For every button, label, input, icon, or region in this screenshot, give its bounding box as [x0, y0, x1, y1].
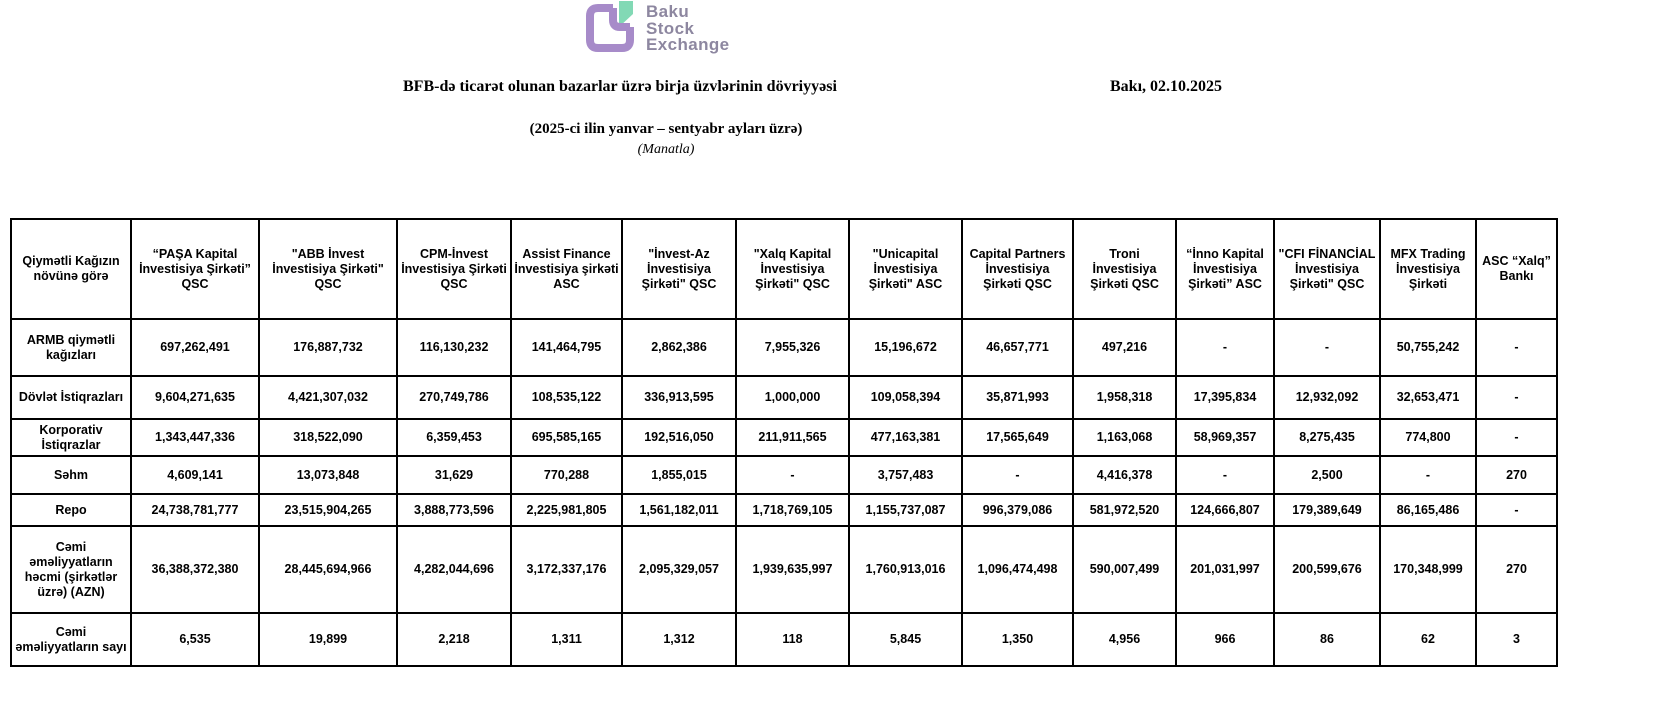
- data-cell: 270,749,786: [397, 376, 511, 419]
- data-cell: 116,130,232: [397, 319, 511, 376]
- data-cell: 141,464,795: [511, 319, 622, 376]
- data-cell: 109,058,394: [849, 376, 962, 419]
- turnover-table: [10, 218, 1558, 667]
- data-cell: 3,757,483: [849, 456, 962, 494]
- document-date: Bakı, 02.10.2025: [1110, 78, 1223, 95]
- row-label: Cəmi əməliyyatların sayı: [11, 613, 131, 666]
- row-label: Korporativ İstiqrazlar: [11, 419, 131, 456]
- document-subtitle: (2025-ci ilin yanvar – sentyabr ayları üzrə): [529, 121, 803, 137]
- bse-logo-text: [646, 0, 730, 56]
- data-cell: 28,445,694,966: [259, 526, 397, 613]
- data-cell: 3,172,337,176: [511, 526, 622, 613]
- data-cell: 270: [1476, 456, 1557, 494]
- column-header-cell: “PAŞA Kapital İnvestisiya Şirkəti” QSC: [131, 219, 259, 319]
- page-title: BFB-də ticarət olunan bazarlar üzrə birja üzvlərinin dövriyyəsi: [403, 78, 837, 95]
- table-row: [11, 456, 1557, 494]
- column-header-cell: "İnvest-Az İnvestisiya Şirkəti" QSC: [622, 219, 736, 319]
- data-cell: 1,958,318: [1073, 376, 1176, 419]
- data-cell: 2,225,981,805: [511, 494, 622, 526]
- data-cell: 9,604,271,635: [131, 376, 259, 419]
- data-cell: 1,939,635,997: [736, 526, 849, 613]
- data-cell: 36,388,372,380: [131, 526, 259, 613]
- column-header-cell: "Xalq Kapital İnvestisiya Şirkəti" QSC: [736, 219, 849, 319]
- data-cell: 50,755,242: [1380, 319, 1476, 376]
- data-cell: 4,421,307,032: [259, 376, 397, 419]
- data-cell: 774,800: [1380, 419, 1476, 456]
- table-row: [11, 494, 1557, 526]
- data-cell: 2,095,329,057: [622, 526, 736, 613]
- data-cell: 2,500: [1274, 456, 1380, 494]
- data-cell: 23,515,904,265: [259, 494, 397, 526]
- data-cell: 3: [1476, 613, 1557, 666]
- table-row: [11, 376, 1557, 419]
- data-cell: 201,031,997: [1176, 526, 1274, 613]
- data-cell: 192,516,050: [622, 419, 736, 456]
- data-cell: 477,163,381: [849, 419, 962, 456]
- data-cell: 19,899: [259, 613, 397, 666]
- data-cell: 200,599,676: [1274, 526, 1380, 613]
- data-cell: 31,629: [397, 456, 511, 494]
- data-cell: 336,913,595: [622, 376, 736, 419]
- data-cell: 697,262,491: [131, 319, 259, 376]
- data-cell: 17,565,649: [962, 419, 1073, 456]
- data-cell: 4,956: [1073, 613, 1176, 666]
- data-cell: 15,196,672: [849, 319, 962, 376]
- data-cell: 966: [1176, 613, 1274, 666]
- data-cell: 1,855,015: [622, 456, 736, 494]
- data-cell: 1,561,182,011: [622, 494, 736, 526]
- column-header-cell: Troni İnvestisiya Şirkəti QSC: [1073, 219, 1176, 319]
- data-cell: 86,165,486: [1380, 494, 1476, 526]
- logo-line-1: Baku: [646, 2, 690, 21]
- data-cell: 270: [1476, 526, 1557, 613]
- data-cell: 12,932,092: [1274, 376, 1380, 419]
- data-cell: 35,871,993: [962, 376, 1073, 419]
- table-body: [11, 319, 1557, 666]
- data-cell: 4,282,044,696: [397, 526, 511, 613]
- column-header-cell: Capital Partners İnvestisiya Şirkəti QSC: [962, 219, 1073, 319]
- data-cell: 5,845: [849, 613, 962, 666]
- data-cell: 6,359,453: [397, 419, 511, 456]
- column-header-cell: ASC “Xalq” Bankı: [1476, 219, 1557, 319]
- data-cell: 1,163,068: [1073, 419, 1176, 456]
- row-label: Cəmi əməliyyatların həcmi (şirkətlər üzrə) (AZN): [11, 526, 131, 613]
- data-cell: 86: [1274, 613, 1380, 666]
- column-header-cell: "CFI FİNANCİAL İnvestisiya Şirkəti" QSC: [1274, 219, 1380, 319]
- data-cell: 695,585,165: [511, 419, 622, 456]
- data-cell: 176,887,732: [259, 319, 397, 376]
- data-cell: 318,522,090: [259, 419, 397, 456]
- column-header-cell: CPM-İnvest İnvestisiya Şirkəti QSC: [397, 219, 511, 319]
- column-header-cell: MFX Trading İnvestisiya Şirkəti: [1380, 219, 1476, 319]
- row-label: ARMB qiymətli kağızları: [11, 319, 131, 376]
- row-label: Dövlət İstiqrazları: [11, 376, 131, 419]
- data-cell: 1,312: [622, 613, 736, 666]
- data-cell: -: [1274, 319, 1380, 376]
- column-header-cell: "Unicapital İnvestisiya Şirkəti" ASC: [849, 219, 962, 319]
- data-cell: 58,969,357: [1176, 419, 1274, 456]
- data-cell: 32,653,471: [1380, 376, 1476, 419]
- data-cell: 118: [736, 613, 849, 666]
- data-cell: 1,311: [511, 613, 622, 666]
- data-cell: 7,955,326: [736, 319, 849, 376]
- column-header-cell: Assist Finance İnvestisiya şirkəti ASC: [511, 219, 622, 319]
- data-cell: 2,218: [397, 613, 511, 666]
- data-cell: 6,535: [131, 613, 259, 666]
- data-cell: 4,609,141: [131, 456, 259, 494]
- data-cell: 1,343,447,336: [131, 419, 259, 456]
- table-row: [11, 613, 1557, 666]
- data-cell: 1,760,913,016: [849, 526, 962, 613]
- data-cell: -: [1380, 456, 1476, 494]
- data-cell: 46,657,771: [962, 319, 1073, 376]
- bse-logo: [583, 0, 730, 56]
- table-header-row: [11, 219, 1557, 319]
- data-cell: 17,395,834: [1176, 376, 1274, 419]
- data-cell: 3,888,773,596: [397, 494, 511, 526]
- data-cell: 62: [1380, 613, 1476, 666]
- table-row: [11, 419, 1557, 456]
- column-header-cell: "ABB İnvest İnvestisiya Şirkəti" QSC: [259, 219, 397, 319]
- data-cell: -: [1476, 319, 1557, 376]
- data-cell: 211,911,565: [736, 419, 849, 456]
- data-cell: 124,666,807: [1176, 494, 1274, 526]
- table-row: [11, 526, 1557, 613]
- data-cell: 581,972,520: [1073, 494, 1176, 526]
- column-header-cell: “İnno Kapital İnvestisiya Şirkəti” ASC: [1176, 219, 1274, 319]
- data-cell: 770,288: [511, 456, 622, 494]
- data-cell: 996,379,086: [962, 494, 1073, 526]
- data-cell: 4,416,378: [1073, 456, 1176, 494]
- data-cell: 1,096,474,498: [962, 526, 1073, 613]
- data-cell: 497,216: [1073, 319, 1176, 376]
- corner-header-cell: Qiymətli Kağızın növünə görə: [11, 219, 131, 319]
- row-label: Repo: [11, 494, 131, 526]
- data-cell: -: [1476, 376, 1557, 419]
- data-cell: 108,535,122: [511, 376, 622, 419]
- data-cell: -: [1476, 494, 1557, 526]
- data-cell: 24,738,781,777: [131, 494, 259, 526]
- data-cell: 170,348,999: [1380, 526, 1476, 613]
- data-cell: -: [736, 456, 849, 494]
- data-cell: -: [1176, 319, 1274, 376]
- document-unit-note: (Manatla): [637, 142, 695, 157]
- data-cell: 2,862,386: [622, 319, 736, 376]
- data-cell: 590,007,499: [1073, 526, 1176, 613]
- data-cell: -: [1476, 419, 1557, 456]
- data-cell: 179,389,649: [1274, 494, 1380, 526]
- table-row: [11, 319, 1557, 376]
- data-cell: -: [1176, 456, 1274, 494]
- data-cell: 1,718,769,105: [736, 494, 849, 526]
- data-cell: 1,155,737,087: [849, 494, 962, 526]
- logo-line-3: Exchange: [646, 35, 730, 54]
- bse-logo-icon: [583, 0, 637, 56]
- data-cell: -: [962, 456, 1073, 494]
- logo-line-2: Stock: [646, 18, 695, 38]
- data-cell: 1,000,000: [736, 376, 849, 419]
- row-label: Səhm: [11, 456, 131, 494]
- data-cell: 1,350: [962, 613, 1073, 666]
- data-cell: 8,275,435: [1274, 419, 1380, 456]
- data-cell: 13,073,848: [259, 456, 397, 494]
